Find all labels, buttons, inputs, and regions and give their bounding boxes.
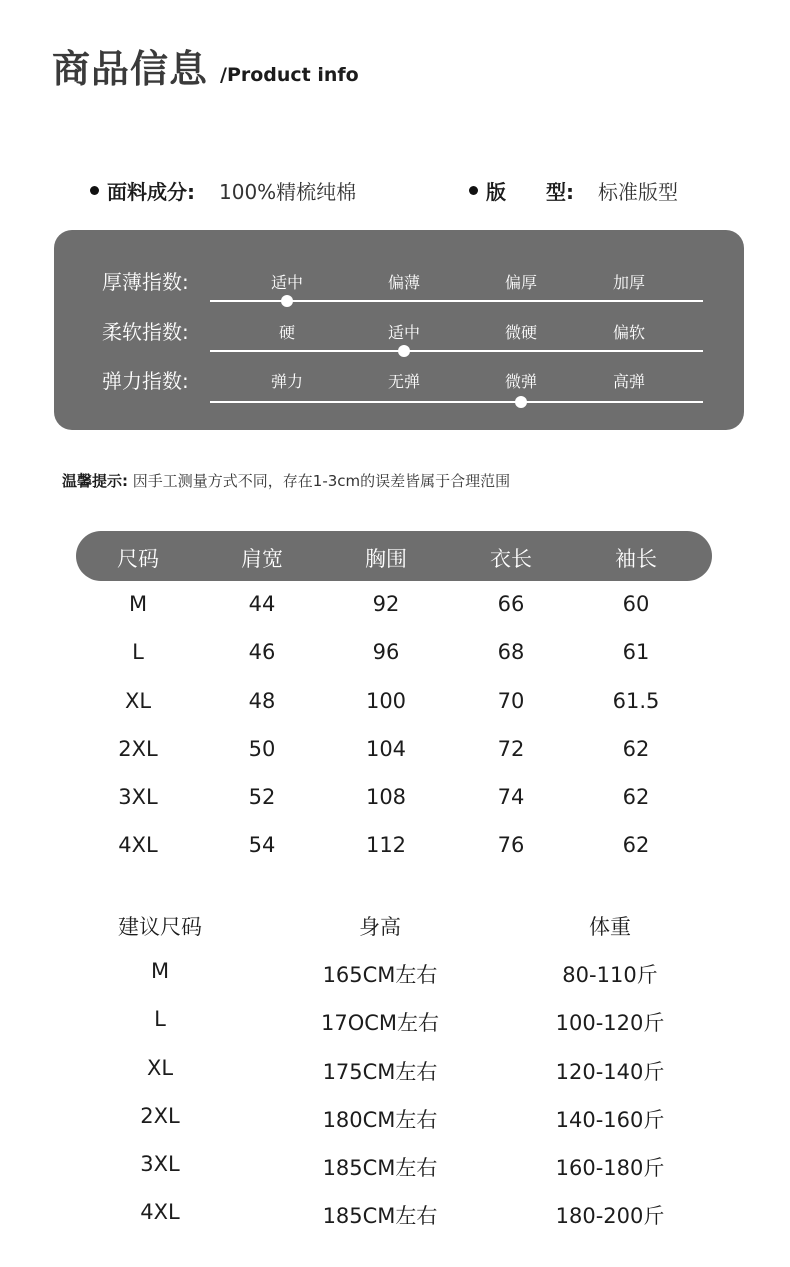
index-option: 微硬 <box>504 323 537 342</box>
table-cell: 180CM左右 <box>322 1108 438 1132</box>
table-cell: 160-180斤 <box>555 1156 665 1180</box>
fit-info <box>469 174 678 206</box>
table-cell: XL <box>146 1056 174 1080</box>
table-cell: L <box>132 640 144 664</box>
table-cell: 185CM左右 <box>322 1156 438 1180</box>
table-cell: 62 <box>622 785 650 809</box>
table-cell: 52 <box>248 785 276 809</box>
table-cell: 72 <box>497 737 525 761</box>
size-header-cell: 胸围 <box>365 547 407 571</box>
table-cell: 3XL <box>140 1152 180 1176</box>
index-indicator <box>398 345 410 357</box>
recommend-header-cell: 体重 <box>589 915 631 939</box>
index-track <box>210 350 703 352</box>
table-cell: 185CM左右 <box>322 1204 438 1228</box>
table-cell: 2XL <box>118 737 158 761</box>
bullet-icon <box>469 186 478 195</box>
table-cell: 175CM左右 <box>322 1060 438 1084</box>
recommend-header-cell: 身高 <box>359 915 401 939</box>
table-cell: 140-160斤 <box>555 1108 665 1132</box>
measurement-tip <box>62 470 510 491</box>
index-option: 弹力 <box>270 372 303 391</box>
index-option: 偏薄 <box>387 273 420 292</box>
index-option: 无弹 <box>387 372 420 391</box>
table-cell: 100 <box>365 689 407 713</box>
table-cell: 104 <box>365 737 407 761</box>
table-cell: 62 <box>622 737 650 761</box>
table-cell: 92 <box>372 592 400 616</box>
size-header-cell: 肩宽 <box>241 547 283 571</box>
elasticity-index-label: 弹力指数: <box>102 369 189 393</box>
table-cell: 180-200斤 <box>555 1204 665 1228</box>
page-title: 商品信息 <box>52 47 209 91</box>
fit-label: 版 型: <box>486 179 574 204</box>
table-cell: 108 <box>365 785 407 809</box>
table-cell: 17OCM左右 <box>320 1011 440 1035</box>
table-cell: 80-110斤 <box>562 963 658 987</box>
index-track <box>210 401 703 403</box>
table-cell: 62 <box>622 833 650 857</box>
table-cell: 50 <box>248 737 276 761</box>
table-cell: 76 <box>497 833 525 857</box>
recommend-header-cell: 建议尺码 <box>118 915 202 939</box>
page-subtitle: /Product info <box>220 64 359 86</box>
table-cell: L <box>154 1007 166 1031</box>
fabric-label: 面料成分: <box>107 179 195 204</box>
table-cell: 120-140斤 <box>555 1060 665 1084</box>
index-option: 硬 <box>278 323 295 342</box>
bullet-icon <box>90 186 99 195</box>
index-option: 微弹 <box>504 372 537 391</box>
table-cell: 96 <box>372 640 400 664</box>
table-cell: XL <box>124 689 152 713</box>
table-cell: 2XL <box>140 1104 180 1128</box>
table-cell: 4XL <box>118 833 158 857</box>
index-option: 偏厚 <box>504 273 537 292</box>
table-cell: 61.5 <box>612 689 660 713</box>
table-cell: 100-120斤 <box>555 1011 665 1035</box>
table-cell: 4XL <box>140 1200 180 1224</box>
index-option: 高弹 <box>612 372 645 391</box>
size-header-cell: 尺码 <box>117 547 159 571</box>
thickness-index-label: 厚薄指数: <box>102 270 189 294</box>
index-option: 偏软 <box>612 323 645 342</box>
table-cell: 74 <box>497 785 525 809</box>
tip-text: 因手工测量方式不同，存在1-3cm的误差皆属于合理范围 <box>128 472 511 490</box>
table-cell: 112 <box>365 833 407 857</box>
table-cell: 66 <box>497 592 525 616</box>
index-option: 加厚 <box>612 273 645 292</box>
table-cell: M <box>128 592 148 616</box>
index-panel <box>54 230 744 430</box>
index-indicator <box>515 396 527 408</box>
table-cell: 3XL <box>118 785 158 809</box>
fabric-value: 100%精梳纯棉 <box>219 179 357 204</box>
size-header-cell: 袖长 <box>615 547 657 571</box>
table-cell: 60 <box>622 592 650 616</box>
size-header-cell: 衣长 <box>490 547 532 571</box>
softness-index-label: 柔软指数: <box>102 320 189 344</box>
table-cell: 48 <box>248 689 276 713</box>
index-option: 适中 <box>270 273 303 292</box>
table-cell: M <box>150 959 170 983</box>
table-cell: 61 <box>622 640 650 664</box>
table-cell: 54 <box>248 833 276 857</box>
index-indicator <box>281 295 293 307</box>
table-cell: 165CM左右 <box>322 963 438 987</box>
tip-label: 温馨提示: <box>62 472 128 490</box>
table-cell: 70 <box>497 689 525 713</box>
table-cell: 46 <box>248 640 276 664</box>
table-cell: 68 <box>497 640 525 664</box>
fabric-info <box>90 174 356 206</box>
index-option: 适中 <box>387 323 420 342</box>
fit-value: 标准版型 <box>598 179 678 204</box>
table-cell: 44 <box>248 592 276 616</box>
